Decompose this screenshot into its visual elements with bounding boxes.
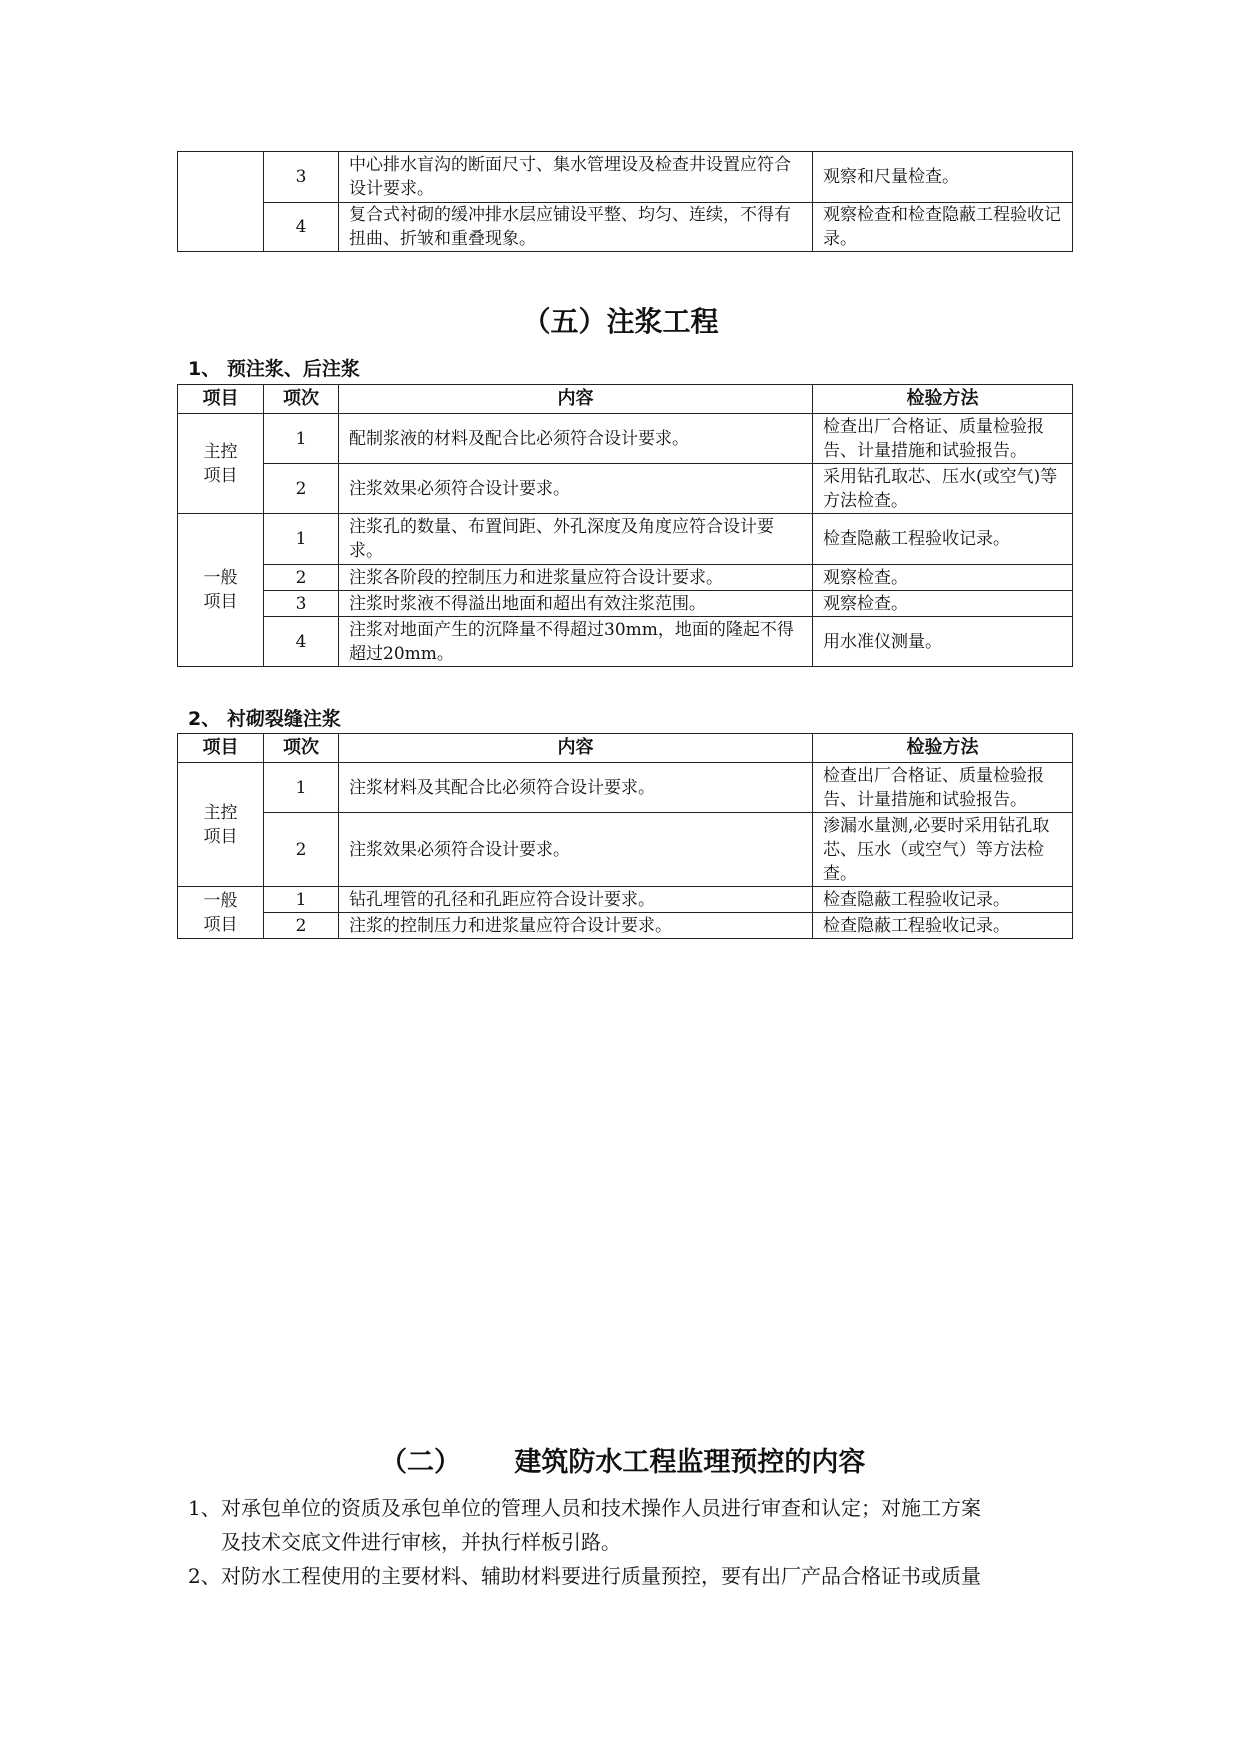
header-item: 项目 [178,734,264,763]
table-row [178,514,1073,565]
category-main [178,763,264,887]
header-method: 检验方法 [813,734,1073,763]
item-content: 钻孔埋管的孔径和孔距应符合设计要求。 [339,887,813,913]
category-general [178,887,264,939]
item-text-continued: 及技术交底文件进行审核，并执行样板引路。 [221,1530,621,1554]
item-method: 观察检查和检查隐蔽工程验收记录。 [813,203,1073,252]
header-no: 项次 [264,385,339,414]
item-content: 注浆时浆液不得溢出地面和超出有效注浆范围。 [339,591,813,617]
table-row [178,887,1073,913]
table-header-row [178,734,1073,763]
item-text: 对承包单位的资质及承包单位的管理人员和技术操作人员进行审查和认定；对施工方案 [221,1496,981,1520]
table-row [178,813,1073,887]
table-row [178,763,1073,813]
item-content: 复合式衬砌的缓冲排水层应铺设平整、均匀、连续，不得有扭曲、折皱和重叠现象。 [339,203,813,252]
table-header-row [178,385,1073,414]
subsection-title: 1、 预注浆、后注浆 [188,358,360,380]
table-row [178,913,1073,939]
item-content: 注浆孔的数量、布置间距、外孔深度及角度应符合设计要求。 [339,514,813,565]
item-number: 4 [264,617,339,667]
item-text: 对防水工程使用的主要材料、辅助材料要进行质量预控，要有出厂产品合格证书或质量 [221,1564,981,1588]
item-content: 注浆效果必须符合设计要求。 [339,813,813,887]
header-item: 项目 [178,385,264,414]
item-number: 2、 [188,1564,221,1588]
table-row [178,617,1073,667]
table-row [178,591,1073,617]
drainage-table [177,151,1073,252]
item-number: 2 [264,565,339,591]
crack-grouting-table [177,733,1073,939]
item-method: 检查出厂合格证、质量检验报告、计量措施和试验报告。 [813,414,1073,464]
item-content: 注浆各阶段的控制压力和进浆量应符合设计要求。 [339,565,813,591]
pre-grouting-table [177,384,1073,667]
item-number: 2 [264,913,339,939]
header-content: 内容 [339,734,813,763]
subsection-title: 2、 衬砌裂缝注浆 [188,708,341,730]
item-method: 检查隐蔽工程验收记录。 [813,887,1073,913]
section-title-text: 建筑防水工程监理预控的内容 [514,1447,866,1478]
item-number: 1 [264,514,339,565]
item-method: 渗漏水量测,必要时采用钻孔取芯、压水（或空气）等方法检查。 [813,813,1073,887]
item-content: 配制浆液的材料及配合比必须符合设计要求。 [339,414,813,464]
category-label: 主控项目 [203,441,238,486]
item-number: 1 [264,887,339,913]
category-label: 一般项目 [203,568,238,612]
item-number: 1 [264,763,339,813]
item-content: 注浆效果必须符合设计要求。 [339,464,813,514]
section-number: （二） [380,1447,461,1478]
section-title: （五）注浆工程 [522,305,719,338]
table-row [178,203,1073,252]
item-number: 1 [264,414,339,464]
item-number: 3 [264,591,339,617]
category-general [178,514,264,667]
item-method: 用水准仪测量。 [813,617,1073,667]
header-content: 内容 [339,385,813,414]
item-method: 观察检查。 [813,591,1073,617]
item-method: 观察和尺量检查。 [813,152,1073,203]
paragraph-item [188,1491,1068,1559]
item-method: 检查出厂合格证、质量检验报告、计量措施和试验报告。 [813,763,1073,813]
item-number: 4 [264,203,339,252]
item-method: 检查隐蔽工程验收记录。 [813,514,1073,565]
category-label: 一般项目 [203,890,238,935]
table-row [178,152,1073,203]
table-row [178,464,1073,514]
category-main [178,414,264,514]
section-title [380,1440,865,1479]
item-number: 3 [264,152,339,203]
item-content: 注浆对地面产生的沉降量不得超过30mm，地面的隆起不得超过20mm。 [339,617,813,667]
header-no: 项次 [264,734,339,763]
item-method: 观察检查。 [813,565,1073,591]
item-method: 采用钻孔取芯、压水(或空气)等方法检查。 [813,464,1073,514]
item-number: 2 [264,464,339,514]
item-number: 1、 [188,1496,221,1520]
header-method: 检验方法 [813,385,1073,414]
item-content: 注浆的控制压力和进浆量应符合设计要求。 [339,913,813,939]
table-row [178,414,1073,464]
table-row [178,565,1073,591]
item-method: 检查隐蔽工程验收记录。 [813,913,1073,939]
item-number: 2 [264,813,339,887]
item-content: 注浆材料及其配合比必须符合设计要求。 [339,763,813,813]
item-content: 中心排水盲沟的断面尺寸、集水管埋设及检查井设置应符合设计要求。 [339,152,813,203]
item-cell [178,152,264,252]
category-label: 主控项目 [203,802,238,847]
paragraph-item [188,1559,1068,1593]
